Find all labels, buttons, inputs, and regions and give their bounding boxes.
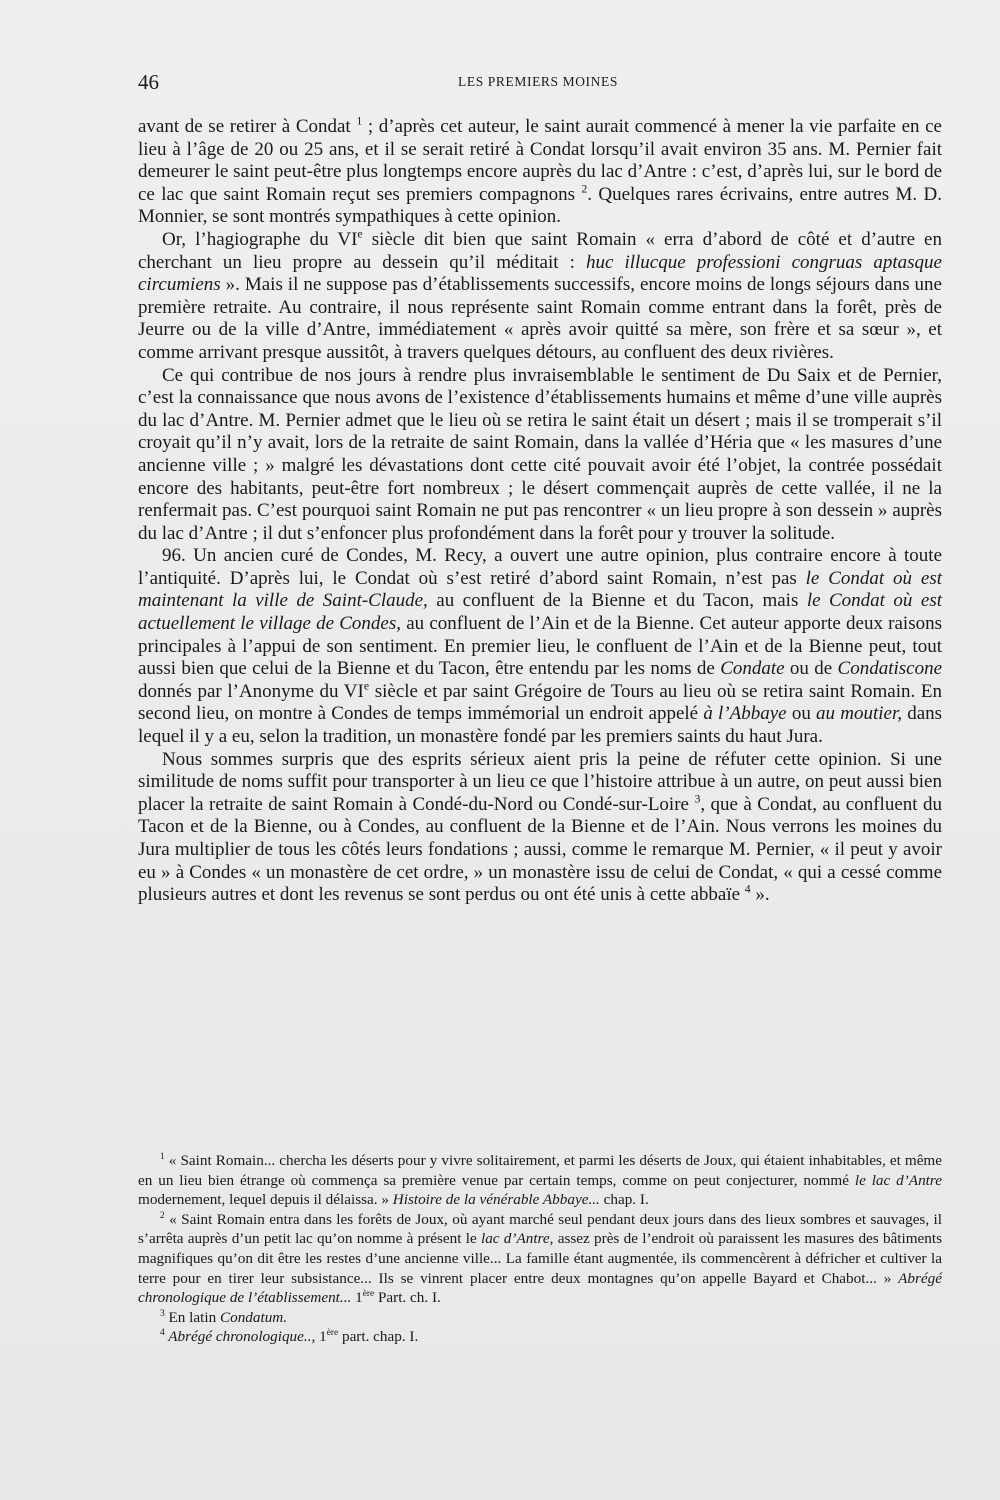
footnotes — [138, 1151, 942, 1347]
footnote-ref[interactable]: 4 — [744, 882, 751, 896]
running-head: LES PREMIERS MOINES — [458, 74, 618, 89]
footnote-ref[interactable]: 1 — [356, 114, 363, 128]
body-text — [138, 116, 942, 907]
paragraph: avant de se retirer à Condat $^1$ ; d’après cet auteur, le saint aurait commencé à mener la vie parfaite en ce lieu à l’âge de 20 ou 25 ans, et il se serait retiré à Condat lorsqu’il avait environ 35 ans. M. Pernier fait demeurer le saint peut-être plus longtemps encore auprès du lac d’Antre : c’est, d’après lui, sur le bord de ce lac que saint Romain reçut ses premiers compagnons $^2$. Quelques rares écrivains, entre autres M. D. Monnier, se sont montrés sympathiques à cette opinion. — [138, 114, 942, 228]
footnote-3: $^3$ En latin Condatum. — [160, 1308, 288, 1326]
footnote-ref[interactable]: 2 — [581, 182, 588, 196]
footnote-1: $^1$ « Saint Romain... chercha les déserts pour y vivre solitairement, et parmi les déserts de Joux, qui étaient inhabitables, et même en un lieu bien étrange où commença sa première venue par certain temps, comme on peut conjecturer, nommé le lac d’Antre modernement, lequel depuis il délaissa. » Histoire de la vénérable Abbaye... chap. I. — [138, 1151, 942, 1209]
footnote-ref[interactable]: 3 — [694, 792, 701, 806]
paragraph: Nous sommes surpris que des esprits sérieux aient pris la peine de réfuter cette opinion. Si une similitude de noms suffit pour transporter à un lieu ce que l’histoire attribue à un autre, on peut aussi bien placer la retraite de saint Romain à Condé-du-Nord ou Condé-sur-Loire $^3$, que à Condat, au confluent du Tacon et de la Bienne, ou à Condes, au confluent de la Bienne et de l’Ain. Nous verrons les moines du Jura multiplier de tous les côtés leurs fondations ; aussi, comme le remarque M. Pernier, « il peut y avoir eu » à Condes « un monastère de cet ordre, » un monastère issu de celui de Condat, « qui a cessé comme plusieurs autres et dont les revenus se sont perdus ou ont été unis à cette abbaïe $^4$ ». — [138, 748, 942, 906]
paragraph-section-96: 96. Un ancien curé de Condes, M. Recy, a ouvert une autre opinion, plus contraire encore à toute l’antiquité. D’après lui, le Condat où s’est retiré d’abord saint Romain, n’est pas le Condat où est maintenant la ville de Saint-Claude, au confluent de la Bienne et du Tacon, mais le Condat où est actuellement le village de Condes, au confluent de l’Ain et de la Bienne. Cet auteur apporte deux raisons principales à l’appui de son sentiment. En premier lieu, le confluent de l’Ain et de la Bienne peut, tout aussi bien que celui de la Bienne et du Tacon, être entendu par les noms de Condate ou de Condatiscone donnés par l’Anonyme du VIe siècle et par saint Grégoire de Tours au lieu où se retira saint Romain. En second lieu, on montre à Condes de temps immémorial un endroit appelé à l’Abbaye ou au moutier, dans lequel il y a eu, selon la tradition, un monastère fondé par les premiers saints du haut Jura. — [138, 545, 943, 748]
footnote-2: $^2$ « Saint Romain entra dans les forêts de Joux, où ayant marché seul pendant deux jours dans des lieux sombres et sauvages, il s’arrêta auprès d’un petit lac qu’on nomme à présent le lac d’Antre, assez près de l’endroit où paraissent les masures des bâtiments magnifiques qu’on dit être les restes d’une ancienne ville... La famille étant augmentée, ils commencèrent à défricher et cultiver la terre pour en tirer leur subsistance... Ils se vinrent placer entre deux montagnes qu’on appelle Bayard et Chabot... » Abrégé chronologique de l’établissement... 1ère Part. ch. I. — [138, 1210, 943, 1307]
page-number: 46 — [138, 70, 159, 94]
page-header — [138, 70, 938, 96]
paragraph: Or, l’hagiographe du VIe siècle dit bien que saint Romain « erra d’abord de côté et d’autre en cherchant un lieu propre au dessein qu’il méditait : huc illucque professioni congruas aptasque circumiens ». Mais il ne suppose pas d’établissements successifs, encore moins de longs séjours dans une première retraite. Au contraire, il nous représente saint Romain comme entrant dans la forêt, près de Jeurre ou de la ville d’Antre, immédiatement « après avoir quitté sa mère, son frère et sa sœur », et comme arrivant presque aussitôt, à travers quelques détours, au confluent des deux rivières. — [138, 227, 942, 363]
footnote-4: $^4$ Abrégé chronologique.., 1ère part. chap. I. — [160, 1328, 419, 1346]
paragraph: Ce qui contribue de nos jours à rendre plus invraisemblable le sentiment de Du Saix et de Pernier, c’est la connaissance que nous avons de l’existence d’établissements humains et même d’une ville auprès du lac d’Antre. M. Pernier admet que le lieu où se retira le saint était un désert ; mais il se tromperait s’il croyait qu’il n’y avait, lors de la retraite de saint Romain, dans la vallée d’Héria que « les masures d’une ancienne ville ; » malgré les dévastations dont cette cité pouvait avoir été l’objet, la contrée possédait encore des habitants, peut-être fort nombreux ; le désert commençait auprès de cette vallée, il ne la renfermait pas. C’est pourquoi saint Romain ne put pas rencontrer « un lieu propre à son dessein » auprès du lac d’Antre ; il dut s’enfoncer plus profondément dans la forêt pour y trouver la solitude. — [138, 364, 942, 544]
latin-quote: huc illucque professioni congruas aptasque circumiens — [138, 251, 942, 296]
